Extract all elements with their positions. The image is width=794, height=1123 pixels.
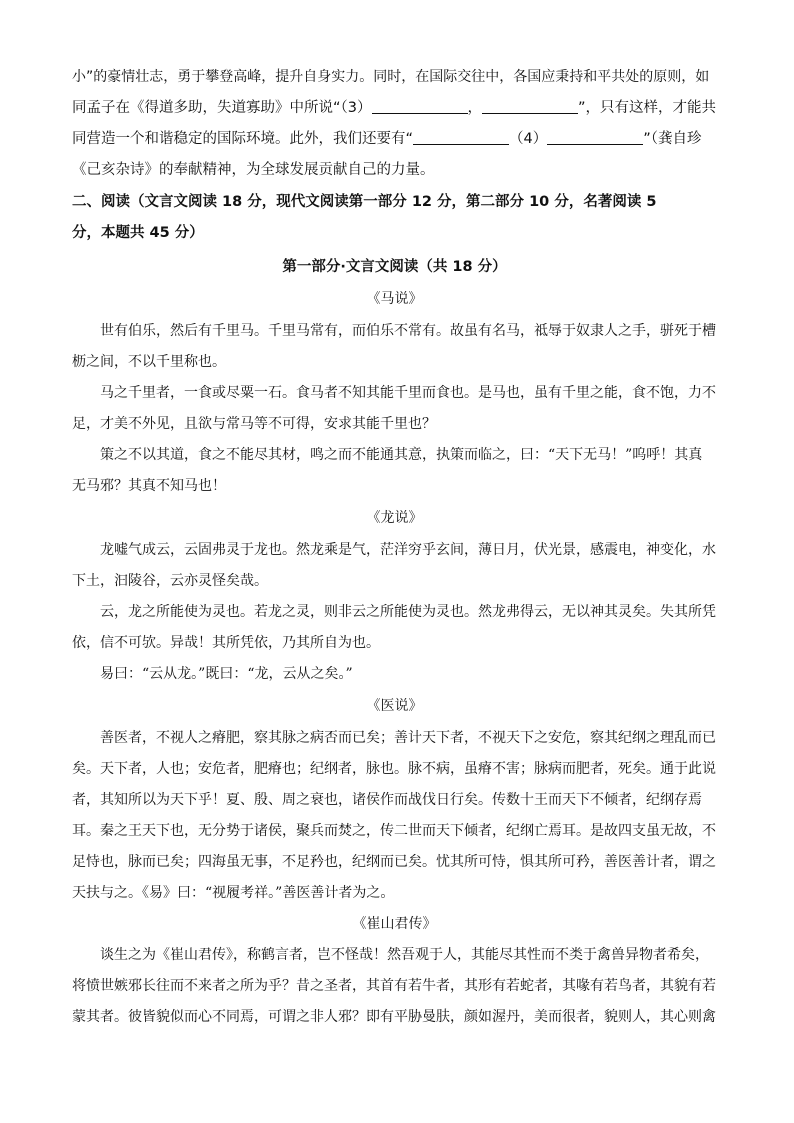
ma-shuo-p1-l2: 枥之间，不以千里称也。 (72, 354, 226, 370)
yi-shuo-l5: 足恃也，脉而已矣；四海虽无事，不足矜也，纪纲而已矣。忧其所可恃，惧其所可矜，善医善计者，谓之 (72, 854, 716, 870)
cui-shan-l3: 蒙其者。彼皆貌似而心不同焉，可谓之非人邪？即有平胁曼肤，颜如渥丹，美而很者，貌则人，其心则禽 (72, 1009, 716, 1025)
title-ma-shuo: 《马说》 (366, 291, 423, 307)
long-shuo-p2-l2: 依，信不可欤。异哉！其所凭依，乃其所自为也。 (72, 635, 380, 651)
answer-blank-3a[interactable] (372, 97, 468, 114)
answer-blank-4a[interactable] (413, 128, 509, 145)
section-heading-line-2: 分，本题共 45 分） (72, 225, 204, 241)
answer-blank-3b[interactable] (482, 97, 578, 114)
intro-line-2c: ”，只有这样，才能共 (578, 100, 717, 116)
yi-shuo-l1: 善医者，不视人之瘠肥，察其脉之病否而已矣；善计天下者，不视天下之安危，察其纪纲之理乱而已 (100, 730, 716, 746)
intro-line-4: 《己亥杂诗》的奉献精神，为全球发展贡献自己的力量。 (72, 162, 435, 178)
cui-shan-l1: 谈生之为《崔山君传》，称鹤言者，岂不怪哉！然吾观于人，其能尽其性而不类于禽兽异物者希矣， (100, 947, 709, 963)
title-yi-shuo: 《医说》 (366, 698, 423, 714)
answer-blank-4b[interactable] (547, 128, 643, 145)
ma-shuo-p2-l2: 足，才美不外见，且欲与常马等不可得，安求其能千里也？ (72, 416, 436, 432)
yi-shuo-l3: 者，其知所以为天下乎！夏、殷、周之衰也，诸侯作而战伐日行矣。传数十王而天下不倾者，纪纲存焉 (72, 792, 702, 808)
ma-shuo-p3-l1: 策之不以其道，食之不能尽其材，鸣之而不能通其意，执策而临之，曰：“天下无马！”呜呼！其真 (100, 447, 703, 463)
yi-shuo-l6: 天扶与之。《易》曰：“视履考祥。”善医善计者为之。 (72, 885, 395, 901)
yi-shuo-l2: 矣。天下者，人也；安危者，肥瘠也；纪纲者，脉也。脉不病，虽瘠不害；脉病而肥者，死矣。通于此说 (72, 761, 716, 777)
yi-shuo-l4: 耳。秦之王天下也，无分势于诸侯，聚兵而焚之，传二世而天下倾者，纪纲亡焉耳。是故四支虽无故，不 (72, 823, 716, 839)
intro-line-3 (72, 124, 717, 155)
intro-line-3a: 同营造一个和谐稳定的国际环境。此外，我们还要有“ (72, 131, 414, 147)
long-shuo-p2-l1: 云，龙之所能使为灵也。若龙之灵，则非云之所能使为灵也。然龙弗得云，无以神其灵矣。失其所凭 (100, 604, 716, 620)
ma-shuo-p2-l1: 马之千里者，一食或尽粟一石。食马者不知其能千里而食也。是马也，虽有千里之能，食不饱，力不 (100, 385, 716, 401)
ma-shuo-p1-l1: 世有伯乐，然后有千里马。千里马常有，而伯乐不常有。故虽有名马，祗辱于奴隶人之手，骈死于槽 (100, 323, 716, 339)
section-heading-line-1: 二、阅读（文言文阅读 18 分，现代文阅读第一部分 12 分，第二部分 10 分，名著阅读 5 (72, 194, 657, 210)
ma-shuo-p3-l2: 无马邪？其真不知马也！ (72, 478, 226, 494)
intro-line-2 (72, 93, 717, 124)
intro-line-3b: （4） (509, 131, 548, 147)
part-title: 第一部分·文言文阅读（共 18 分） (282, 259, 507, 275)
long-shuo-p1-l2: 下土，汩陵谷，云亦灵怪矣哉。 (72, 573, 268, 589)
intro-line-3c: ”（龚自珍 (643, 131, 702, 147)
long-shuo-p1-l1: 龙嘘气成云，云固弗灵于龙也。然龙乘是气，茫洋穷乎玄间，薄日月，伏光景，感震电，神变化，水 (100, 542, 716, 558)
long-shuo-p3-l1: 易曰：“云从龙。”既曰：“龙，云从之矣。” (100, 666, 353, 682)
intro-line-2a: 同孟子在《得道多助，失道寡助》中所说“（3） (72, 100, 372, 116)
title-long-shuo: 《龙说》 (366, 510, 423, 526)
intro-line-2b: ， (467, 100, 482, 116)
cui-shan-l2: 将愤世嫉邪长往而不来者之所为乎？昔之圣者，其首有若牛者，其形有若蛇者，其喙有若鸟者，其貌有若 (72, 978, 716, 994)
intro-line-1: 小”的豪情壮志，勇于攀登高峰，提升自身实力。同时，在国际交往中，各国应秉持和平共处的原则，如 (72, 69, 710, 85)
title-cui-shan-jun-zhuan: 《崔山君传》 (352, 916, 437, 932)
